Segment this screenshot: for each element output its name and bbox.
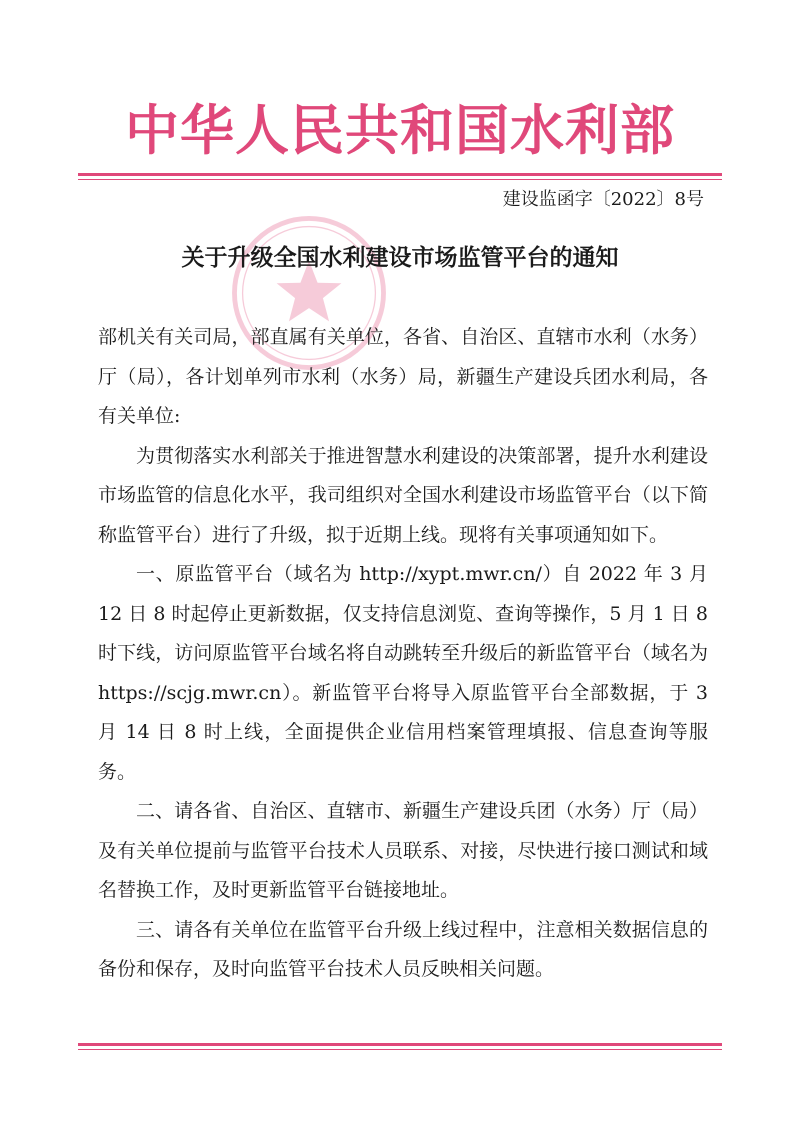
document-body <box>98 318 708 990</box>
footer-rule-thick <box>78 1043 722 1046</box>
letterhead-rule-thick <box>78 173 722 176</box>
item-1-paragraph: 一、原监管平台（域名为 http://xypt.mwr.cn/）自 2022 年 3 月 12 日 8 时起停止更新数据，仅支持信息浏览、查询等操作，5 月 1 日 8 时下线，访问原监管平台域名将自动跳转至升级后的新监管平台（域名为 https://scjg.mwr.cn）。新监管平台将导入原监管平台全部数据，于 3 月 14 日 8 时上线，全面提供企业信用档案管理填报、信息查询等服务。 <box>98 563 708 783</box>
document-number: 建设监函字〔2022〕8号 <box>502 189 704 210</box>
addressees-paragraph: 部机关有关司局，部直属有关单位，各省、自治区、直辖市水利（水务）厅（局），各计划单列市水利（水务）局，新疆生产建设兵团水利局，各有关单位: <box>98 326 708 427</box>
item-3-paragraph: 三、请各有关单位在监管平台升级上线过程中，注意相关数据信息的备份和保存，及时向监管平台技术人员反映相关问题。 <box>98 918 708 980</box>
footer-rule-thin <box>78 1049 722 1050</box>
letterhead-title: 中华人民共和国水利部 <box>125 99 675 162</box>
letterhead-rule-thin <box>78 179 722 180</box>
intro-paragraph: 为贯彻落实水利部关于推进智慧水利建设的决策部署，提升水利建设市场监管的信息化水平，我司组织对全国水利建设市场监管平台（以下简称监管平台）进行了升级，拟于近期上线。现将有关事项通知如下。 <box>98 444 708 546</box>
document-title: 关于升级全国水利建设市场监管平台的通知 <box>181 244 619 271</box>
item-2-paragraph: 二、请各省、自治区、直辖市、新疆生产建设兵团（水务）厅（局）及有关单位提前与监管平台技术人员联系、对接，尽快进行接口测试和域名替换工作，及时更新监管平台链接地址。 <box>98 800 708 901</box>
